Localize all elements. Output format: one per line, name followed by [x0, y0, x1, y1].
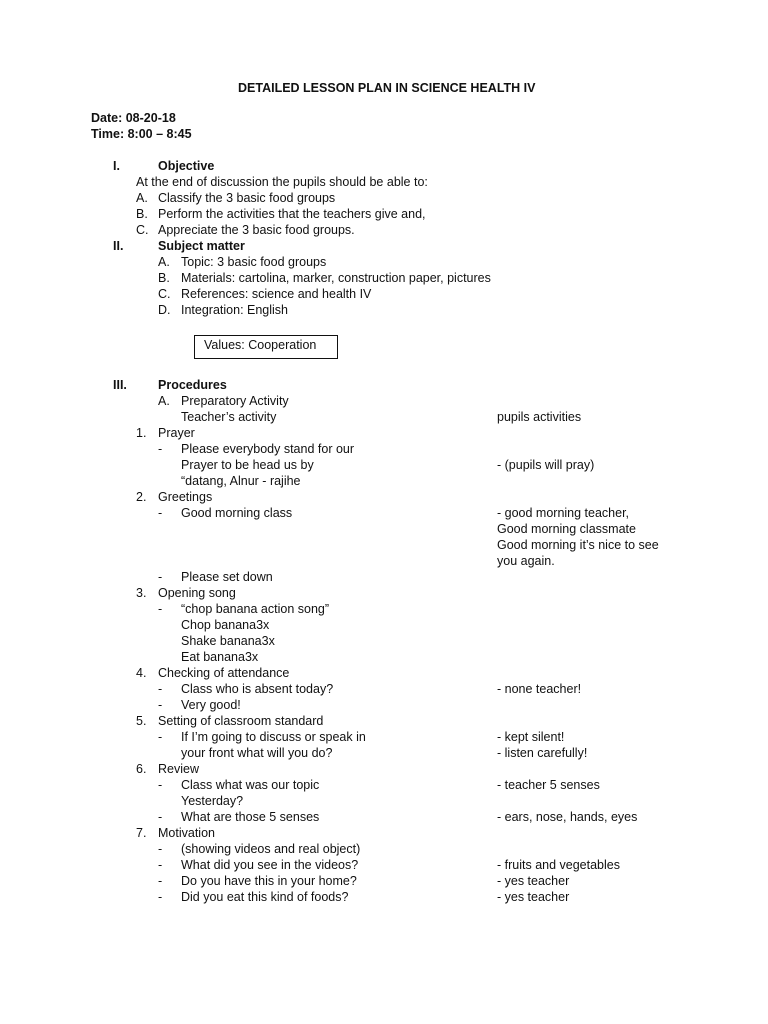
- step-label: Checking of attendance: [158, 666, 290, 680]
- step-label: Review: [158, 762, 199, 776]
- bullet-dash: -: [158, 810, 163, 824]
- list-item: References: science and health IV: [181, 287, 372, 301]
- pupil-activity: - teacher 5 senses: [497, 778, 600, 792]
- list-letter: B.: [158, 271, 170, 285]
- pupil-activity: - yes teacher: [497, 890, 570, 904]
- list-item: Integration: English: [181, 303, 289, 317]
- section-heading-procedures: Procedures: [158, 378, 227, 392]
- teacher-activity: If I’m going to discuss or speak in: [181, 730, 366, 744]
- pupil-activity: - (pupils will pray): [497, 458, 595, 472]
- step-label: Greetings: [158, 490, 213, 504]
- bullet-dash: -: [158, 778, 163, 792]
- bullet-dash: -: [158, 698, 163, 712]
- time-line: Time: 8:00 – 8:45: [91, 127, 192, 141]
- teacher-activity: Did you eat this kind of foods?: [181, 890, 349, 904]
- bullet-dash: -: [158, 858, 163, 872]
- list-item: Topic: 3 basic food groups: [181, 255, 327, 269]
- objective-intro: At the end of discussion the pupils should be able to:: [136, 175, 428, 189]
- teacher-activity: Very good!: [181, 698, 241, 712]
- date-line: Date: 08-20-18: [91, 111, 176, 125]
- pupil-activity: - good morning teacher,: [497, 506, 630, 520]
- teacher-activity: Prayer to be head us by: [181, 458, 314, 472]
- pupil-activity: you again.: [497, 554, 555, 568]
- teacher-activity: Please everybody stand for our: [181, 442, 355, 456]
- list-letter: C.: [158, 287, 171, 301]
- section-numeral: I.: [113, 159, 120, 173]
- teacher-activity: “chop banana action song”: [181, 602, 330, 616]
- list-letter: A.: [158, 394, 170, 408]
- bullet-dash: -: [158, 890, 163, 904]
- list-item: Classify the 3 basic food groups: [158, 191, 336, 205]
- teacher-activity: Chop banana3x: [181, 618, 270, 632]
- list-letter: B.: [136, 207, 148, 221]
- section-numeral: III.: [113, 378, 127, 392]
- pupil-activity: - yes teacher: [497, 874, 570, 888]
- pupil-activity: - kept silent!: [497, 730, 565, 744]
- bullet-dash: -: [158, 874, 163, 888]
- teacher-activity: Yesterday?: [181, 794, 244, 808]
- bullet-dash: -: [158, 570, 163, 584]
- list-letter: C.: [136, 223, 149, 237]
- teacher-activity: Good morning class: [181, 506, 293, 520]
- teacher-column-header: Teacher’s activity: [181, 410, 277, 424]
- step-number: 2.: [136, 490, 147, 504]
- step-label: Motivation: [158, 826, 215, 840]
- list-item: Appreciate the 3 basic food groups.: [158, 223, 355, 237]
- values-box: Values: Cooperation: [194, 335, 338, 359]
- bullet-dash: -: [158, 506, 163, 520]
- list-letter: D.: [158, 303, 171, 317]
- bullet-dash: -: [158, 442, 163, 456]
- teacher-activity: Class who is absent today?: [181, 682, 334, 696]
- teacher-activity: “datang, Alnur - rajihe: [181, 474, 301, 488]
- bullet-dash: -: [158, 682, 163, 696]
- pupil-activity: - ears, nose, hands, eyes: [497, 810, 638, 824]
- list-letter: A.: [158, 255, 170, 269]
- teacher-activity: Eat banana3x: [181, 650, 259, 664]
- teacher-activity: Please set down: [181, 570, 273, 584]
- list-item: Materials: cartolina, marker, construction paper, pictures: [181, 271, 491, 285]
- teacher-activity: (showing videos and real object): [181, 842, 361, 856]
- pupil-column-header: pupils activities: [497, 410, 582, 424]
- bullet-dash: -: [158, 842, 163, 856]
- teacher-activity: Do you have this in your home?: [181, 874, 357, 888]
- teacher-activity: your front what will you do?: [181, 746, 333, 760]
- step-number: 3.: [136, 586, 147, 600]
- step-number: 4.: [136, 666, 147, 680]
- teacher-activity: What did you see in the videos?: [181, 858, 359, 872]
- teacher-activity: What are those 5 senses: [181, 810, 320, 824]
- step-number: 1.: [136, 426, 147, 440]
- pupil-activity: - listen carefully!: [497, 746, 588, 760]
- section-numeral: II.: [113, 239, 124, 253]
- step-number: 7.: [136, 826, 147, 840]
- pupil-activity: - fruits and vegetables: [497, 858, 620, 872]
- list-letter: A.: [136, 191, 148, 205]
- pupil-activity: Good morning classmate: [497, 522, 636, 536]
- pupil-activity: Good morning it’s nice to see: [497, 538, 659, 552]
- teacher-activity: Shake banana3x: [181, 634, 275, 648]
- teacher-activity: Class what was our topic: [181, 778, 320, 792]
- page-title: DETAILED LESSON PLAN IN SCIENCE HEALTH IV: [238, 81, 536, 95]
- bullet-dash: -: [158, 602, 163, 616]
- step-label: Setting of classroom standard: [158, 714, 324, 728]
- section-heading-objective: Objective: [158, 159, 215, 173]
- preparatory-activity-label: Preparatory Activity: [181, 394, 289, 408]
- step-number: 6.: [136, 762, 147, 776]
- step-label: Prayer: [158, 426, 195, 440]
- pupil-activity: - none teacher!: [497, 682, 582, 696]
- list-item: Perform the activities that the teachers give and,: [158, 207, 426, 221]
- bullet-dash: -: [158, 730, 163, 744]
- section-heading-subject-matter: Subject matter: [158, 239, 245, 253]
- step-label: Opening song: [158, 586, 236, 600]
- step-number: 5.: [136, 714, 147, 728]
